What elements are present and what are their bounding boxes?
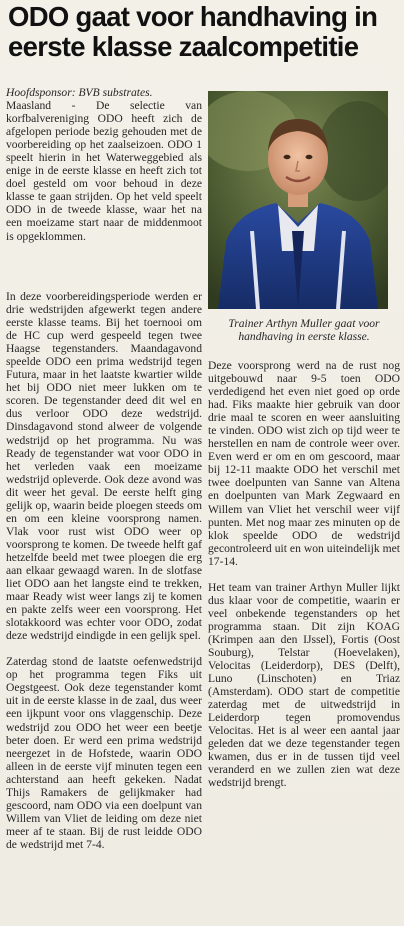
paragraph-preparation: In deze voorbereidingsperiode werden er drie wedstrijden afgewerkt tegen andere eerste klasse teams. Bij het toernooi om de HC cup werd gespeeld tegen twee Haagse tegenstanders. Maandagavond speelde ODO een prima wedstrijd tegen Futura, maar in het laatste kwartier wilde het bij ODO niet meer lukken om te scoren. De tegenstander deed dit wel en dus verloor ODO deze wedstrijd. Dinsdagavond stond alweer de volgende wedstrijd op het programma. Nu was Ready de tegenstander wat voor ODO in het verleden vaak een moeizame wedstrijd opleverde. Ook deze avond was dit weer het geval. De eerste helft ging gelijk op, waarin beide ploegen steeds om en om een kleine voorsprong namen. Vlak voor rust wist ODO weer op voorsprong te komen. De tweede helft gaf hetzelfde beeld met twee ploegen die erg aan elkaar gewaagd waren. In de slotfase liet ODO aan het langste eind te trekken, maar Ready wist weer langs zij te komen en pakte zelfs weer een voorsprong. Het slotakkoord was echter voor ODO, zodat deze wedstrijd eindigde in een gelijk spel. [6,290,202,643]
paragraph-second-half: Deze voorsprong werd na de rust nog uitgebouwd naar 9-5 toen ODO verdedigend het even niet goed op orde had. Fiks maakte hier gebruik van door drie maal te scoren en weer aansluiting te vinden. ODO wist zich op tijd weer te herstellen en nam de controle weer over. Even werd er om en om gescoord, maar bij 12-11 maakte ODO het verschil met twee doelpunten van Sanne van Altena en doelpunten van Mark Zegwaard en Willem van Vliet het verschil weer vijf punten. Met nog maar zes minuten op de klok speelde ODO de wedstrijd gecontroleerd uit en won uiteindelijk met 17-14. [208,359,400,568]
portrait-photo-icon [208,91,388,309]
sponsor-line: Hoofdsponsor: BVB substrates. [6,86,153,99]
article-column-right [208,359,400,790]
paragraph-outlook: Het team van trainer Arthyn Muller lijkt dus klaar voor de competitie, waarin er veel onbekende tegenstanders op het programma staan. Dit zijn KOAG (Krimpen aan den IJssel), Fortis (Oost Souburg), Telstar (Hoevelaken), Velocitas (Leiderdorp), DES (Delft), Luno (Linschoten) en Triaz (Amsterdam). ODO start de competitie zaterdag met de uitwedstrijd in Leiderdorp tegen promovendus Velocitas. Het is al weer een aantal jaar geleden dat we deze tegenstander tegen kwamen, dus er in de tussen tijd veel veranderd en we zullen zien wat deze wedstrijd brengt. [208,580,400,790]
article-intro [6,86,202,243]
trainer-photo [208,91,388,309]
headline-line-2: eerste klasse zaalcompetitie [8,31,359,62]
headline [8,2,400,62]
intro-paragraph: Maasland - De selectie van korfbalvereniging ODO heeft zich de afgelopen periode bezig gehouden met de voorbereiding op het zaalseizoen. ODO 1 speelt hierin in het Waterweggebied als enige in de eerste klasse en heeft zich tot doel gesteld om voor behoud in deze klasse te gaan strijden. Op het veld speelt ODO in de tweede klasse, waar het na een moeizame start naar de middenmoot is opgeklommen. [6,99,202,243]
paragraph-fiks: Zaterdag stond de laatste oefenwedstrijd op het programma tegen Fiks uit Oegstgeest. Ook deze tegenstander komt uit in de eerste klasse in de zaal, dus weer een ijkpunt voor ons vlaggenschip. Deze wedstrijd zou ODO het weer een beetje beter doen. Er werd een prima wedstrijd neergezet in de Hofstede, waarin ODO alleen in de eerste vijf minuten tegen een achterstand aan heeft gekeken. Nadat Thijs Ramakers de gelijkmaker had gescoord, nam ODO via een doelpunt van Willem van Vliet de leiding om deze niet meer af te staan. Bij de rust leidde ODO de wedstrijd met 7-4. [6,655,202,851]
photo-caption: Trainer Arthyn Muller gaat voor handhaving in eerste klasse. [228,317,380,343]
headline-line-1: ODO gaat voor handhaving in [8,1,378,32]
article-column-left [6,290,202,851]
